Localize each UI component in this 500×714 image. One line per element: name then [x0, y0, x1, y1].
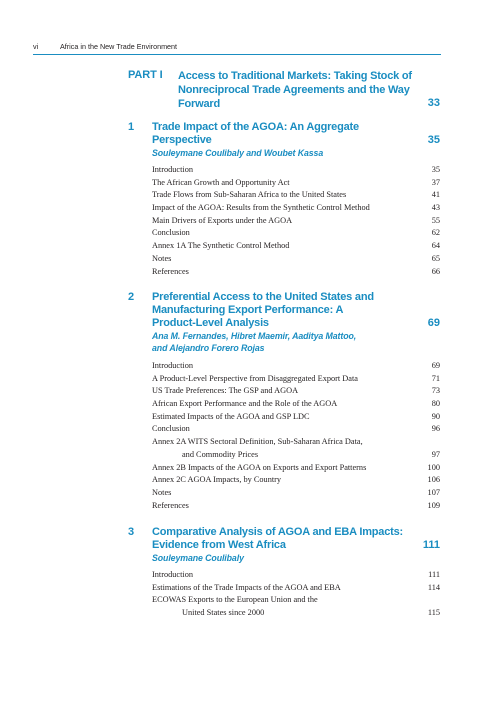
- toc-entry[interactable]: [152, 164, 440, 177]
- toc-entry[interactable]: [152, 227, 440, 240]
- entry-page: 90: [431, 411, 440, 421]
- toc-entry[interactable]: [152, 398, 440, 411]
- entry-label: Annex 1A The Synthetic Control Method: [152, 241, 290, 251]
- toc-entry[interactable]: [152, 411, 440, 424]
- chapter-page: 35: [427, 134, 440, 146]
- entry-page: 109: [427, 500, 440, 510]
- toc-entry[interactable]: [152, 423, 440, 436]
- entry-label: Conclusion: [152, 228, 190, 238]
- chapter-2: [128, 291, 440, 521]
- entry-page: 114: [427, 582, 440, 592]
- entry-label: Notes: [152, 253, 172, 263]
- toc-entry[interactable]: [152, 594, 440, 607]
- entry-label: Trade Flows from Sub-Saharan Africa to the United States: [152, 190, 347, 200]
- entry-page: 107: [427, 487, 440, 497]
- entry-page: 80: [431, 399, 440, 409]
- entry-label: US Trade Preferences: The GSP and AGOA: [152, 386, 299, 396]
- toc-entry[interactable]: [152, 189, 440, 202]
- chapter-title: Comparative Analysis of AGOA and EBA Impacts: Evidence from West Africa: [152, 526, 403, 551]
- part-title: Access to Traditional Markets: Taking Stock of Nonreciprocal Trade Agreements and the Way Forward: [178, 70, 412, 110]
- chapter-entries: [152, 360, 440, 512]
- toc-entry[interactable]: [152, 215, 440, 228]
- running-header: [33, 40, 441, 55]
- toc-entry[interactable]: [152, 385, 440, 398]
- chapter-entries: [152, 569, 440, 620]
- entry-page: 97: [431, 449, 440, 459]
- entry-label: Impact of the AGOA: Results from the Synthetic Control Method: [152, 203, 370, 213]
- entry-page: 66: [431, 266, 440, 276]
- toc-entry[interactable]: [152, 436, 440, 449]
- entry-label: Annex 2C AGOA Impacts, by Country: [152, 475, 282, 485]
- toc-entry[interactable]: [152, 569, 440, 582]
- entry-page: 111: [428, 570, 440, 579]
- entry-label: References: [152, 500, 189, 510]
- entry-label: Notes: [152, 487, 172, 497]
- page-number: vi: [33, 42, 39, 51]
- chapter-entries: [152, 164, 440, 278]
- entry-label: Annex 2B Impacts of the AGOA on Exports and Export Patterns: [152, 462, 367, 472]
- chapter-authors: Ana M. Fernandes, Hibret Maemir, Aaditya Mattoo, and Alejandro Forero Rojas: [152, 331, 357, 353]
- toc-entry[interactable]: [152, 487, 440, 500]
- part-heading: [128, 69, 440, 113]
- toc-entry[interactable]: [152, 474, 440, 487]
- entry-page: 43: [431, 203, 440, 213]
- toc-entry[interactable]: [152, 202, 440, 215]
- book-title: Africa in the New Trade Environment: [60, 42, 178, 51]
- entry-page: 100: [427, 462, 440, 472]
- entry-label: The African Growth and Opportunity Act: [152, 177, 290, 187]
- entry-page: 37: [431, 177, 440, 187]
- chapter-authors: Souleymane Coulibaly and Woubet Kassa: [152, 148, 324, 158]
- entry-page: 62: [431, 228, 440, 238]
- chapter-number: 3: [128, 526, 135, 538]
- toc-entry[interactable]: [152, 462, 440, 475]
- entry-label: Estimations of the Trade Impacts of the AGOA and EBA: [152, 582, 341, 592]
- toc-entry[interactable]: [152, 500, 440, 513]
- entry-label: Introduction: [152, 570, 194, 579]
- entry-label: Main Drivers of Exports under the AGOA: [152, 215, 293, 225]
- entry-page: 73: [431, 386, 440, 396]
- chapter-page: 69: [427, 317, 440, 329]
- entry-label: and Commodity Prices: [182, 449, 259, 459]
- entry-page: 41: [431, 190, 440, 200]
- entry-label: ECOWAS Exports to the European Union and the: [152, 595, 318, 605]
- toc-entry[interactable]: [152, 373, 440, 386]
- chapter-1: [128, 121, 440, 281]
- entry-label: Introduction: [152, 165, 194, 174]
- entry-label: Annex 2A WITS Sectoral Definition, Sub-Saharan Africa Data,: [152, 437, 363, 447]
- toc-entry[interactable]: [152, 240, 440, 253]
- part-label: PART I: [128, 69, 163, 81]
- chapter-title: Preferential Access to the United States and Manufacturing Export Performance: A Product-Level Analysis: [152, 291, 374, 329]
- toc-entry-continuation[interactable]: [152, 449, 440, 462]
- toc-entry[interactable]: [152, 582, 440, 595]
- entry-label: Conclusion: [152, 424, 190, 434]
- entry-page: 71: [431, 373, 440, 383]
- chapter-authors: Souleymane Coulibaly: [152, 553, 244, 563]
- entry-label: African Export Performance and the Role of the AGOA: [152, 399, 338, 409]
- chapter-page: 111: [422, 539, 440, 551]
- entry-page: 96: [431, 424, 440, 434]
- entry-page: 35: [431, 165, 440, 174]
- toc-entry[interactable]: [152, 360, 440, 373]
- entry-page: 55: [431, 215, 440, 225]
- part-page: 33: [427, 97, 440, 109]
- toc-entry[interactable]: [152, 177, 440, 190]
- chapter-number: 2: [128, 291, 135, 303]
- entry-label: Introduction: [152, 361, 194, 370]
- toc-entry[interactable]: [152, 253, 440, 266]
- entry-page: 69: [431, 361, 440, 370]
- entry-label: United States since 2000: [182, 608, 265, 618]
- entry-label: A Product-Level Perspective from Disaggregated Export Data: [152, 373, 358, 383]
- entry-page: 65: [431, 253, 440, 263]
- entry-label: Estimated Impacts of the AGOA and GSP LDC: [152, 411, 310, 421]
- chapter-title: Trade Impact of the AGOA: An Aggregate Perspective: [152, 121, 359, 146]
- entry-page: 106: [427, 475, 440, 485]
- entry-label: References: [152, 266, 189, 276]
- toc-entry-continuation[interactable]: [152, 607, 440, 620]
- chapter-3: [128, 526, 440, 626]
- entry-page: 115: [427, 608, 440, 618]
- entry-page: 64: [431, 241, 440, 251]
- chapter-number: 1: [128, 121, 135, 133]
- toc-entry[interactable]: [152, 266, 440, 279]
